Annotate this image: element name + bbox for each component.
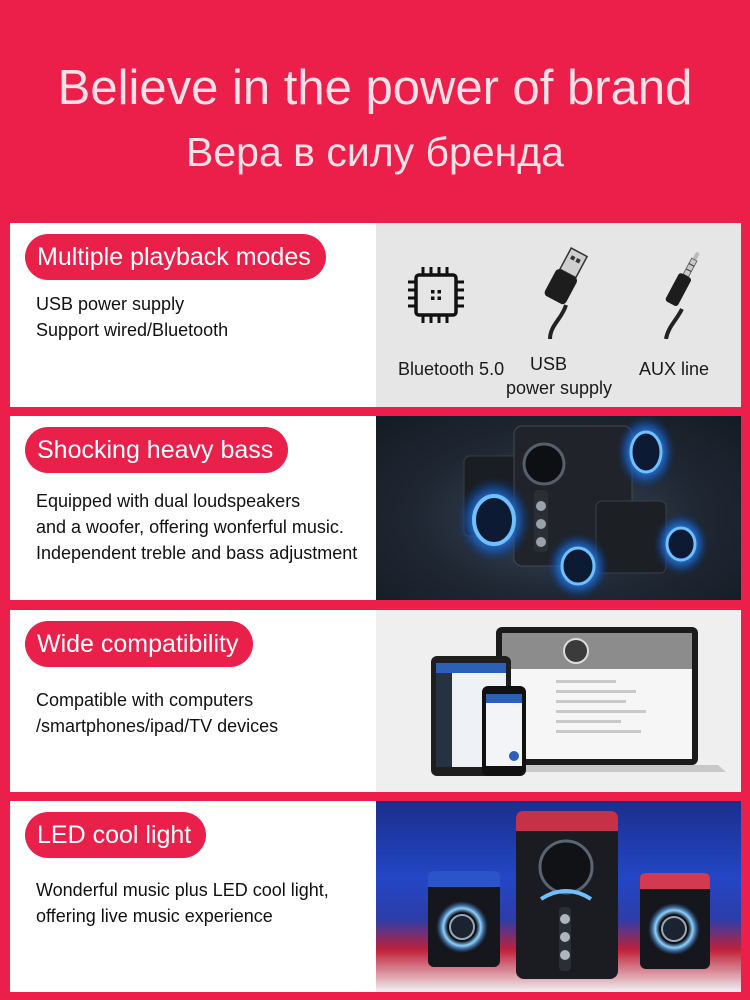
feature-text-panel (10, 223, 376, 407)
feature-description-line: Support wired/Bluetooth (36, 320, 229, 340)
feature-description-line: Wonderful music plus LED cool light, (36, 880, 329, 900)
aux-plug-icon (654, 247, 714, 339)
feature-text-panel (10, 801, 376, 992)
feature-card-compatibility (10, 610, 741, 792)
mode-label-aux: AUX line (639, 359, 710, 379)
feature-label-pill: LED cool light (25, 812, 206, 858)
feature-card-led-light (10, 801, 741, 992)
feature-text-panel (10, 610, 376, 792)
feature-card-heavy-bass (10, 416, 741, 600)
mode-label-usb-sub: power supply (506, 378, 613, 398)
mode-label-usb: USB (530, 354, 568, 374)
feature-image-panel (376, 223, 741, 407)
feature-card-playback-modes (10, 223, 741, 407)
led-speaker-image (376, 801, 741, 992)
feature-text-panel (10, 416, 376, 600)
feature-description-line: and a woofer, offering wonferful music. (36, 517, 344, 537)
feature-label-pill: Shocking heavy bass (25, 427, 288, 473)
feature-label-pill: Multiple playback modes (25, 234, 326, 280)
usb-plug-icon (536, 247, 596, 339)
page-header (0, 0, 750, 220)
devices-image (376, 610, 741, 792)
mode-label-bluetooth: Bluetooth 5.0 (398, 359, 505, 379)
feature-description-line: Equipped with dual loudspeakers (36, 491, 301, 511)
feature-label-pill: Wide compatibility (25, 621, 253, 667)
chip-icon (406, 265, 466, 325)
feature-description-line: Compatible with computers (36, 690, 254, 710)
feature-description-line: /smartphones/ipad/TV devices (36, 716, 279, 736)
speaker-set-image (376, 416, 741, 600)
page-subtitle: Вера в силу бренда (186, 129, 564, 175)
page-title: Believe in the power of brand (57, 61, 693, 115)
feature-description-line: Independent treble and bass adjustment (36, 543, 358, 563)
feature-description-line: offering live music experience (36, 906, 273, 926)
feature-description-line: USB power supply (36, 294, 185, 314)
